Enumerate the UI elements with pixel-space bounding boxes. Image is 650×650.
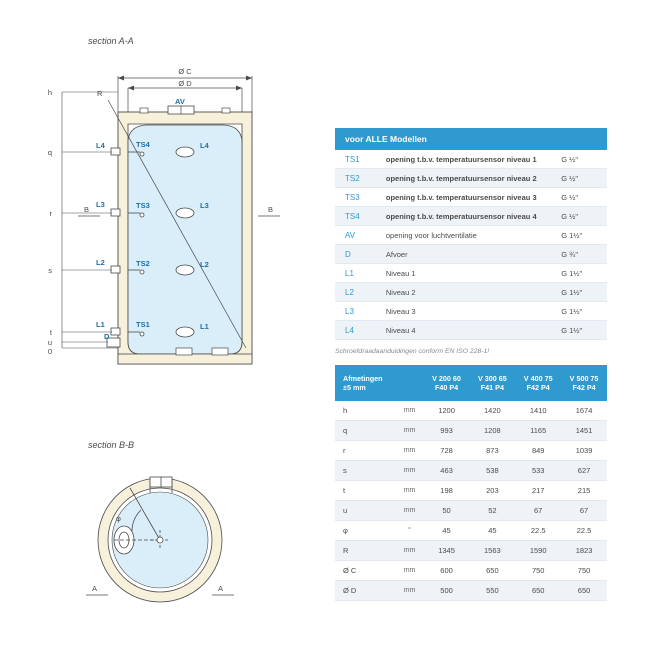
dim-label: Ø C (335, 561, 395, 581)
dim-value: 1165 (515, 421, 561, 441)
dim-value: 650 (469, 561, 515, 581)
section-a-a-drawing (0, 48, 330, 448)
section-b-b-drawing (0, 455, 300, 625)
models-table (335, 128, 607, 340)
dim-label: u (335, 501, 395, 521)
port-desc: opening t.b.v. temperatuursensor niveau 4 (384, 207, 553, 226)
dim-value: 1590 (515, 541, 561, 561)
port-code: AV (335, 226, 384, 245)
port-label-ts4: TS4 (136, 140, 150, 149)
table-row (335, 226, 607, 245)
dim-value: 22.5 (515, 521, 561, 541)
port-thread: G ¾" (553, 245, 607, 264)
port-code: D (335, 245, 384, 264)
port-code: TS1 (335, 150, 384, 169)
dim-value: 650 (561, 581, 607, 601)
table-row (335, 302, 607, 321)
section-marker-a-right: A (218, 584, 224, 593)
port-thread: G 1½" (553, 264, 607, 283)
dim-value: 1208 (469, 421, 515, 441)
port-desc: Afvoer (384, 245, 553, 264)
dim-label-r: r (49, 209, 52, 218)
dim-label: s (335, 461, 395, 481)
table-row (335, 264, 607, 283)
table-row (335, 245, 607, 264)
dimensions-header-model-2: V 300 65 F41 P4 (469, 365, 515, 401)
dim-label: q (335, 421, 395, 441)
table-row (335, 421, 607, 441)
dim-label: φ (335, 521, 395, 541)
port-thread: G ½" (553, 169, 607, 188)
port-label-l2-right: L2 (200, 260, 209, 269)
port-desc: Niveau 4 (384, 321, 553, 340)
port-label-l1-left: L1 (96, 320, 105, 329)
dim-value: 215 (561, 481, 607, 501)
table-row (335, 207, 607, 226)
dim-label-u: u (47, 338, 52, 347)
dim-value: 500 (424, 581, 470, 601)
dimensions-table (335, 365, 607, 601)
port-desc: opening t.b.v. temperatuursensor niveau 1 (384, 150, 553, 169)
table-row (335, 188, 607, 207)
port-code: TS2 (335, 169, 384, 188)
dim-value: 217 (515, 481, 561, 501)
models-table-body (335, 150, 607, 340)
dim-value: 50 (424, 501, 470, 521)
dim-label: Ø D (335, 581, 395, 601)
port-label-r: R (97, 89, 103, 98)
dim-label-diameter-d: Ø D (178, 79, 192, 88)
dim-value: 849 (515, 441, 561, 461)
thread-standard-note: Schroefdraadaanduidingen conform EN ISO 228-1! (335, 348, 490, 355)
dim-value: 1200 (424, 401, 470, 421)
dim-label-s: s (48, 266, 52, 275)
section-a-a-label: section A-A (88, 36, 134, 46)
dim-value: 750 (561, 561, 607, 581)
dim-value: 538 (469, 461, 515, 481)
table-row (335, 461, 607, 481)
port-label-l3-right: L3 (200, 201, 209, 210)
dim-value: 550 (469, 581, 515, 601)
section-marker-b-left: B (84, 205, 90, 214)
dimensions-header-model-3: V 400 75 F42 P4 (515, 365, 561, 401)
port-label-d: D (104, 332, 110, 341)
port-code: L1 (335, 264, 384, 283)
dim-label-q: q (47, 148, 52, 157)
port-label-av: AV (175, 97, 185, 106)
port-code: L2 (335, 283, 384, 302)
dim-value: 52 (469, 501, 515, 521)
models-table-header: voor ALLE Modellen (335, 128, 607, 150)
port-thread: G ½" (553, 150, 607, 169)
table-row (335, 441, 607, 461)
port-label-ts3: TS3 (136, 201, 150, 210)
dimensions-header-model-4: V 500 75 F42 P4 (561, 365, 607, 401)
table-row (335, 283, 607, 302)
port-desc: Niveau 2 (384, 283, 553, 302)
port-code: L4 (335, 321, 384, 340)
dim-label: t (335, 481, 395, 501)
dim-unit: mm (395, 401, 423, 421)
table-row (335, 581, 607, 601)
dimensions-header-model-1: V 200 60 F40 P4 (424, 365, 470, 401)
dim-value: 198 (424, 481, 470, 501)
dim-value: 600 (424, 561, 470, 581)
dim-label-t: t (49, 328, 52, 337)
dimensions-header-label: Afmetingen ±5 mm (335, 365, 395, 401)
table-row (335, 481, 607, 501)
port-desc: opening t.b.v. temperatuursensor niveau 2 (384, 169, 553, 188)
port-label-ts1: TS1 (136, 320, 150, 329)
port-thread: G 1½" (553, 302, 607, 321)
port-thread: G ½" (553, 188, 607, 207)
dim-unit: mm (395, 501, 423, 521)
port-code: L3 (335, 302, 384, 321)
dim-value: 45 (424, 521, 470, 541)
port-label-l4-right: L4 (200, 141, 209, 150)
dim-label: h (335, 401, 395, 421)
dim-value: 67 (561, 501, 607, 521)
port-desc: opening voor luchtventilatie (384, 226, 553, 245)
dim-unit: mm (395, 581, 423, 601)
port-desc: Niveau 1 (384, 264, 553, 283)
dim-value: 728 (424, 441, 470, 461)
port-label-l1-right: L1 (200, 322, 209, 331)
dim-value: 1451 (561, 421, 607, 441)
port-label-l2-left: L2 (96, 258, 105, 267)
dim-value: 22.5 (561, 521, 607, 541)
port-label-l4-left: L4 (96, 141, 105, 150)
port-label-ts2: TS2 (136, 259, 150, 268)
table-row (335, 521, 607, 541)
port-code: TS3 (335, 188, 384, 207)
dim-value: 1345 (424, 541, 470, 561)
dim-label-0: 0 (47, 347, 52, 356)
dim-value: 993 (424, 421, 470, 441)
port-desc: opening t.b.v. temperatuursensor niveau 3 (384, 188, 553, 207)
dim-value: 1563 (469, 541, 515, 561)
section-marker-b-right: B (268, 205, 274, 214)
dim-value: 650 (515, 581, 561, 601)
table-row (335, 150, 607, 169)
table-row (335, 169, 607, 188)
dim-label-diameter-c: Ø C (178, 67, 192, 76)
dim-unit: ° (395, 521, 423, 541)
dim-value: 1410 (515, 401, 561, 421)
angle-label-phi: φ (116, 514, 121, 523)
dim-value: 67 (515, 501, 561, 521)
dimensions-header-unit (395, 365, 423, 401)
dim-unit: mm (395, 421, 423, 441)
dim-value: 1823 (561, 541, 607, 561)
port-label-l3-left: L3 (96, 200, 105, 209)
port-thread: G 1½" (553, 321, 607, 340)
dim-unit: mm (395, 481, 423, 501)
dim-value: 1420 (469, 401, 515, 421)
dim-value: 873 (469, 441, 515, 461)
port-thread: G 1½" (553, 226, 607, 245)
dim-unit: mm (395, 561, 423, 581)
dim-value: 750 (515, 561, 561, 581)
dim-label: r (335, 441, 395, 461)
table-row (335, 541, 607, 561)
table-row (335, 501, 607, 521)
dim-value: 627 (561, 461, 607, 481)
dim-label: R (335, 541, 395, 561)
section-marker-a-left: A (92, 584, 98, 593)
dim-unit: mm (395, 541, 423, 561)
port-thread: G 1½" (553, 283, 607, 302)
dim-value: 1039 (561, 441, 607, 461)
dimensions-table-body (335, 401, 607, 601)
port-code: TS4 (335, 207, 384, 226)
dim-value: 463 (424, 461, 470, 481)
tables-panel (330, 0, 650, 650)
port-desc: Niveau 3 (384, 302, 553, 321)
dim-unit: mm (395, 441, 423, 461)
dim-value: 1674 (561, 401, 607, 421)
dim-value: 533 (515, 461, 561, 481)
port-thread: G ½" (553, 207, 607, 226)
dim-value: 45 (469, 521, 515, 541)
dim-unit: mm (395, 461, 423, 481)
table-row (335, 321, 607, 340)
dim-label-h: h (47, 88, 52, 97)
dim-value: 203 (469, 481, 515, 501)
table-row (335, 401, 607, 421)
table-row (335, 561, 607, 581)
section-b-b-label: section B-B (88, 440, 135, 450)
